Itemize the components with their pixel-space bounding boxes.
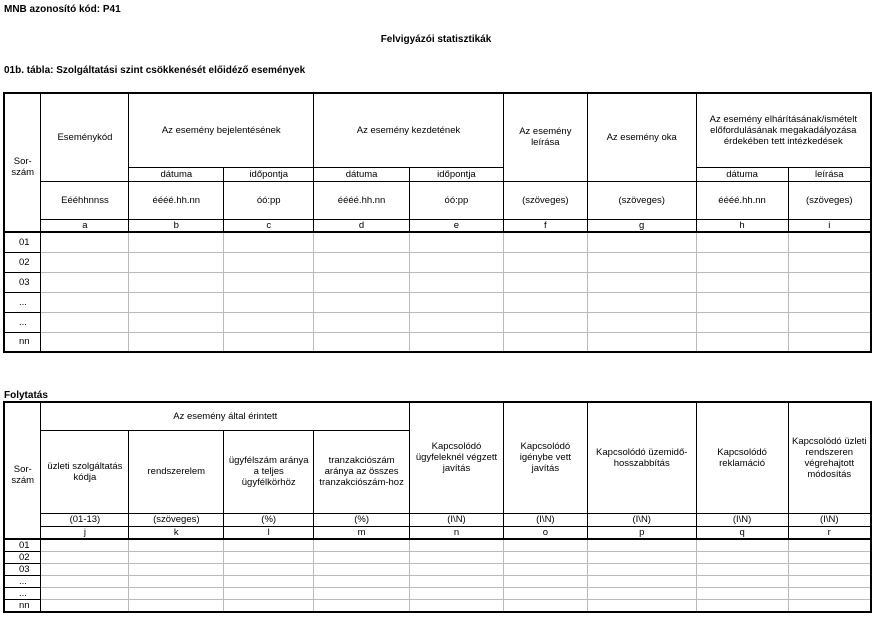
input-cell[interactable] <box>314 272 410 292</box>
row-number: ... <box>4 312 41 332</box>
row-number: ... <box>4 588 41 600</box>
input-cell[interactable] <box>410 588 504 600</box>
input-cell[interactable] <box>503 232 587 252</box>
input-cell[interactable] <box>224 576 314 588</box>
table-row <box>4 539 871 552</box>
input-cell[interactable] <box>587 600 696 613</box>
affected-group-header: Az esemény által érintett <box>41 402 410 430</box>
input-cell[interactable] <box>224 272 314 292</box>
input-cell[interactable] <box>696 564 788 576</box>
input-cell[interactable] <box>788 332 871 352</box>
input-cell[interactable] <box>314 564 410 576</box>
input-cell[interactable] <box>410 272 504 292</box>
extension-header: Kapcsolódó üzemidő-hosszabbítás <box>587 402 696 513</box>
column-letter: d <box>314 219 410 232</box>
input-cell[interactable] <box>129 539 224 552</box>
table-row <box>4 292 871 312</box>
input-cell[interactable] <box>788 552 871 564</box>
row-number: nn <box>4 600 41 613</box>
table-row <box>4 312 871 332</box>
format-cell: (I\N) <box>503 513 587 526</box>
format-cell: (I\N) <box>587 513 696 526</box>
table-row <box>4 564 871 576</box>
input-cell[interactable] <box>314 252 410 272</box>
service-code-header: üzleti szolgáltatás kódja <box>41 430 129 513</box>
input-cell[interactable] <box>587 576 696 588</box>
input-cell[interactable] <box>41 232 129 252</box>
input-cell[interactable] <box>503 332 587 352</box>
input-cell[interactable] <box>788 252 871 272</box>
input-cell[interactable] <box>41 600 129 613</box>
input-cell[interactable] <box>410 552 504 564</box>
input-cell[interactable] <box>503 600 587 613</box>
input-cell[interactable] <box>129 272 224 292</box>
input-cell[interactable] <box>410 312 504 332</box>
input-cell[interactable] <box>788 564 871 576</box>
page-title: Felvigyázói statisztikák <box>380 34 492 45</box>
format-cell: (szöveges) <box>788 181 871 219</box>
format-cell: (I\N) <box>410 513 504 526</box>
input-cell[interactable] <box>41 312 129 332</box>
measures-desc-header: leírása <box>788 167 871 181</box>
reported-date-header: dátuma <box>129 167 224 181</box>
input-cell[interactable] <box>503 272 587 292</box>
input-cell[interactable] <box>314 539 410 552</box>
column-letter: n <box>410 526 504 539</box>
table-row <box>4 600 871 613</box>
format-cell: (szöveges) <box>503 181 587 219</box>
input-cell[interactable] <box>314 552 410 564</box>
events-table <box>3 92 872 353</box>
input-cell[interactable] <box>503 564 587 576</box>
input-cell[interactable] <box>41 552 129 564</box>
input-cell[interactable] <box>224 564 314 576</box>
input-cell[interactable] <box>788 272 871 292</box>
input-cell[interactable] <box>410 252 504 272</box>
input-cell[interactable] <box>788 600 871 613</box>
input-cell[interactable] <box>503 312 587 332</box>
complaint-header: Kapcsolódó reklamáció <box>696 402 788 513</box>
input-cell[interactable] <box>788 588 871 600</box>
row-number: 01 <box>4 539 41 552</box>
mnb-code: MNB azonosító kód: P41 <box>4 4 121 15</box>
input-cell[interactable] <box>129 332 224 352</box>
input-cell[interactable] <box>314 232 410 252</box>
input-cell[interactable] <box>410 292 504 312</box>
input-cell[interactable] <box>587 272 696 292</box>
input-cell[interactable] <box>587 564 696 576</box>
column-letter: q <box>696 526 788 539</box>
modification-header: Kapcsolódó üzleti rendszeren végrehajtott módosítás <box>788 402 871 513</box>
format-cell: éééé.hh.nn <box>129 181 224 219</box>
input-cell[interactable] <box>587 552 696 564</box>
column-letter: b <box>129 219 224 232</box>
input-cell[interactable] <box>788 312 871 332</box>
table-row <box>4 332 871 352</box>
input-cell[interactable] <box>41 272 129 292</box>
input-cell[interactable] <box>224 232 314 252</box>
input-cell[interactable] <box>696 292 788 312</box>
input-cell[interactable] <box>788 232 871 252</box>
sorszam-header: Sor- szám <box>4 402 41 539</box>
input-cell[interactable] <box>587 588 696 600</box>
input-cell[interactable] <box>41 576 129 588</box>
column-letter: a <box>41 219 129 232</box>
input-cell[interactable] <box>696 539 788 552</box>
measures-header: Az esemény elhárításának/ismételt előfordulásának megakadályozása érdekében tett intézkedések <box>696 93 871 167</box>
started-header: Az esemény kezdetének <box>314 93 504 167</box>
input-cell[interactable] <box>696 232 788 252</box>
column-letter: c <box>224 219 314 232</box>
column-letter: m <box>314 526 410 539</box>
client-fix-header: Kapcsolódó ügyfeleknél végzett javítás <box>410 402 504 513</box>
input-cell[interactable] <box>410 332 504 352</box>
input-cell[interactable] <box>224 539 314 552</box>
started-time-header: időpontja <box>410 167 504 181</box>
input-cell[interactable] <box>696 312 788 332</box>
input-cell[interactable] <box>696 600 788 613</box>
input-cell[interactable] <box>129 252 224 272</box>
input-cell[interactable] <box>410 600 504 613</box>
input-cell[interactable] <box>41 539 129 552</box>
input-cell[interactable] <box>696 252 788 272</box>
affected-table <box>3 401 872 613</box>
format-cell: éééé.hh.nn <box>314 181 410 219</box>
input-cell[interactable] <box>129 600 224 613</box>
input-cell[interactable] <box>587 292 696 312</box>
input-cell[interactable] <box>503 252 587 272</box>
row-number: ... <box>4 576 41 588</box>
input-cell[interactable] <box>129 576 224 588</box>
column-letter: o <box>503 526 587 539</box>
table-row <box>4 232 871 252</box>
format-cell: (%) <box>224 513 314 526</box>
input-cell[interactable] <box>41 332 129 352</box>
input-cell[interactable] <box>129 564 224 576</box>
input-cell[interactable] <box>503 292 587 312</box>
sorszam-header: Sor- szám <box>4 93 41 232</box>
table-title: 01b. tábla: Szolgáltatási szint csökkenését előidéző események <box>4 65 306 76</box>
row-number: 03 <box>4 564 41 576</box>
table-row <box>4 576 871 588</box>
format-cell: éééé.hh.nn <box>696 181 788 219</box>
input-cell[interactable] <box>224 600 314 613</box>
input-cell[interactable] <box>587 332 696 352</box>
input-cell[interactable] <box>314 588 410 600</box>
input-cell[interactable] <box>224 332 314 352</box>
input-cell[interactable] <box>224 292 314 312</box>
table-row <box>4 272 871 292</box>
column-letter: l <box>224 526 314 539</box>
input-cell[interactable] <box>41 564 129 576</box>
input-cell[interactable] <box>41 252 129 272</box>
reported-header: Az esemény bejelentésének <box>129 93 314 167</box>
input-cell[interactable] <box>587 252 696 272</box>
input-cell[interactable] <box>410 576 504 588</box>
started-date-header: dátuma <box>314 167 410 181</box>
input-cell[interactable] <box>129 312 224 332</box>
input-cell[interactable] <box>503 552 587 564</box>
input-cell[interactable] <box>696 272 788 292</box>
used-fix-header: Kapcsolódó igénybe vett javítás <box>503 402 587 513</box>
input-cell[interactable] <box>129 588 224 600</box>
row-number: 01 <box>4 232 41 252</box>
column-letter: e <box>410 219 504 232</box>
reported-time-header: időpontja <box>224 167 314 181</box>
input-cell[interactable] <box>224 252 314 272</box>
column-letter: j <box>41 526 129 539</box>
input-cell[interactable] <box>314 292 410 312</box>
input-cell[interactable] <box>314 600 410 613</box>
row-number: nn <box>4 332 41 352</box>
tx-ratio-header: tranzakciószám aránya az összes tranzakciószám-hoz <box>314 430 410 513</box>
input-cell[interactable] <box>503 588 587 600</box>
input-cell[interactable] <box>410 564 504 576</box>
input-cell[interactable] <box>41 588 129 600</box>
system-element-header: rendszerelem <box>129 430 224 513</box>
format-cell: (I\N) <box>788 513 871 526</box>
measures-date-header: dátuma <box>696 167 788 181</box>
input-cell[interactable] <box>788 576 871 588</box>
input-cell[interactable] <box>696 576 788 588</box>
table-row <box>4 588 871 600</box>
input-cell[interactable] <box>224 588 314 600</box>
input-cell[interactable] <box>587 232 696 252</box>
input-cell[interactable] <box>696 552 788 564</box>
input-cell[interactable] <box>587 539 696 552</box>
column-letter: h <box>696 219 788 232</box>
format-cell: Eééhhnnss <box>41 181 129 219</box>
client-ratio-header: ügyfélszám aránya a teljes ügyfélkörhöz <box>224 430 314 513</box>
format-cell: óó:pp <box>410 181 504 219</box>
column-letter: p <box>587 526 696 539</box>
format-cell: óó:pp <box>224 181 314 219</box>
input-cell[interactable] <box>41 292 129 312</box>
column-letter: k <box>129 526 224 539</box>
input-cell[interactable] <box>224 552 314 564</box>
table-row <box>4 252 871 272</box>
format-cell: (I\N) <box>696 513 788 526</box>
row-number: 02 <box>4 552 41 564</box>
input-cell[interactable] <box>696 332 788 352</box>
format-cell: (szöveges) <box>129 513 224 526</box>
input-cell[interactable] <box>129 292 224 312</box>
input-cell[interactable] <box>788 292 871 312</box>
column-letter: i <box>788 219 871 232</box>
cause-header: Az esemény oka <box>587 93 696 181</box>
format-cell: (szöveges) <box>587 181 696 219</box>
input-cell[interactable] <box>696 588 788 600</box>
format-cell: (01-13) <box>41 513 129 526</box>
input-cell[interactable] <box>129 552 224 564</box>
input-cell[interactable] <box>410 539 504 552</box>
row-number: ... <box>4 292 41 312</box>
input-cell[interactable] <box>788 539 871 552</box>
event-code-header: Eseménykód <box>41 93 129 181</box>
input-cell[interactable] <box>224 312 314 332</box>
format-cell: (%) <box>314 513 410 526</box>
row-number: 02 <box>4 252 41 272</box>
column-letter: f <box>503 219 587 232</box>
input-cell[interactable] <box>503 539 587 552</box>
input-cell[interactable] <box>314 312 410 332</box>
column-letter: r <box>788 526 871 539</box>
input-cell[interactable] <box>410 232 504 252</box>
input-cell[interactable] <box>314 332 410 352</box>
table-row <box>4 552 871 564</box>
column-letter: g <box>587 219 696 232</box>
continuation-label: Folytatás <box>4 390 48 401</box>
input-cell[interactable] <box>129 232 224 252</box>
description-header: Az esemény leírása <box>503 93 587 181</box>
input-cell[interactable] <box>587 312 696 332</box>
input-cell[interactable] <box>503 576 587 588</box>
input-cell[interactable] <box>314 576 410 588</box>
row-number: 03 <box>4 272 41 292</box>
